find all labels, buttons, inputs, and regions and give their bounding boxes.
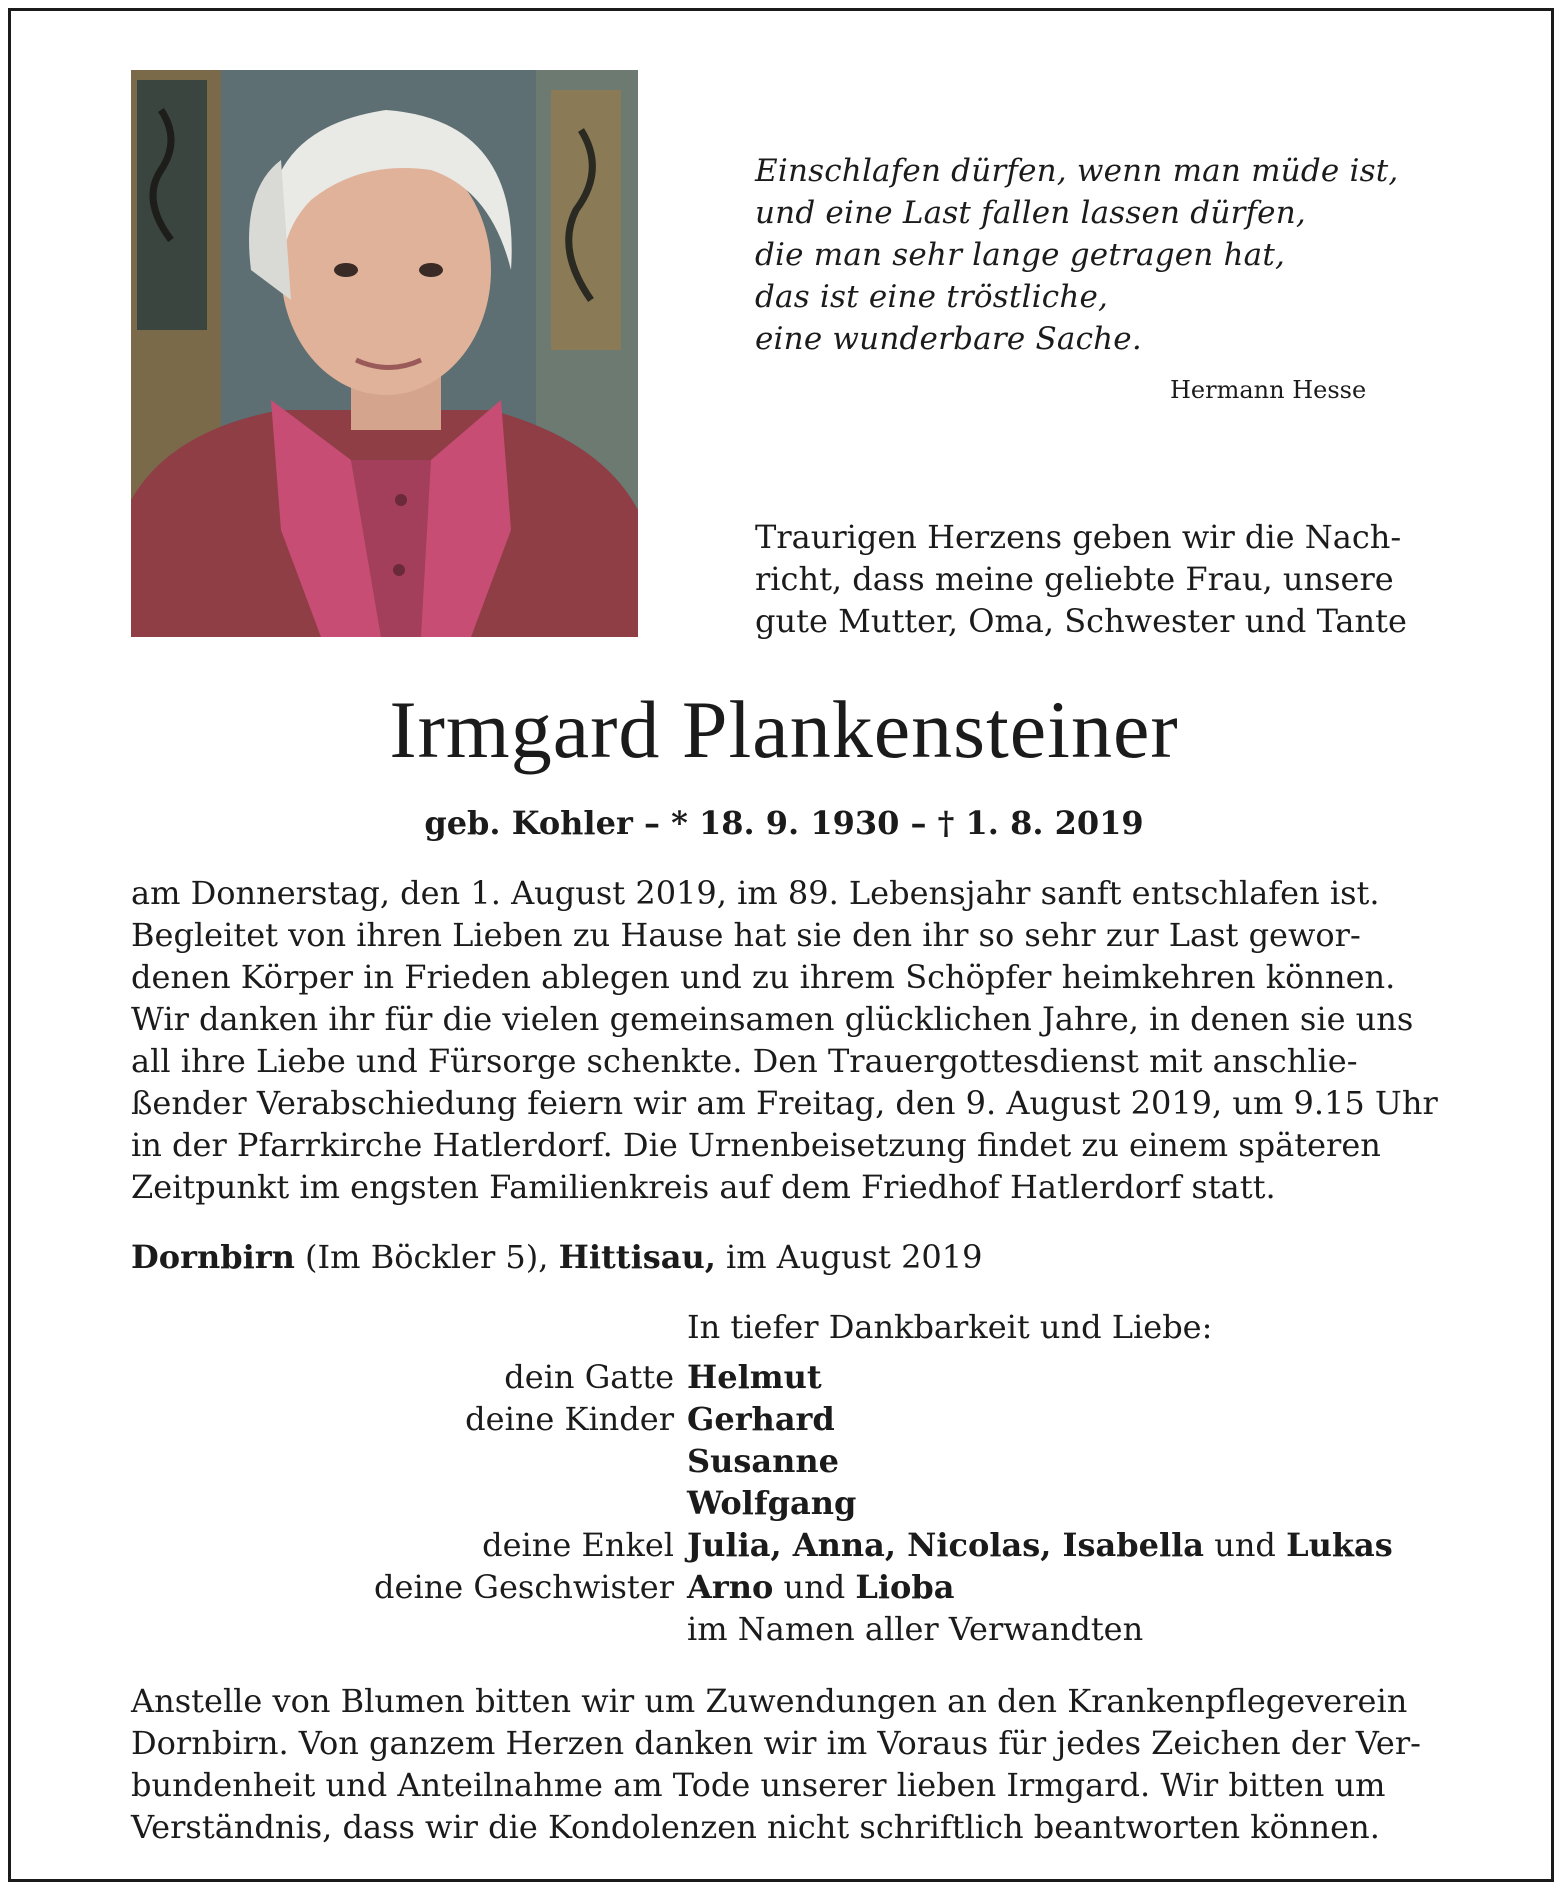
family-name: Wolfgang xyxy=(687,1484,857,1522)
relation-label: deine Kinder xyxy=(465,1400,674,1438)
body-line: Begleitet von ihren Lieben zu Hause hat sie den ihr so sehr zur Last gewor- xyxy=(131,916,1361,954)
body-line: Zeitpunkt im engsten Familienkreis auf dem Friedhof Hatlerdorf statt. xyxy=(131,1168,1276,1206)
body-paragraph xyxy=(131,872,1437,1208)
relation-names xyxy=(687,1484,856,1522)
body-line: ßender Verabschiedung feiern wir am Freitag, den 9. August 2019, um 9.15 Uhr xyxy=(131,1084,1438,1122)
relation-label: dein Gatte xyxy=(504,1358,674,1396)
quote-line: die man sehr lange getragen hat, xyxy=(755,237,1286,273)
intro-line: Traurigen Herzens geben wir die Nach- xyxy=(755,518,1402,556)
quote-line: und eine Last fallen lassen dürfen, xyxy=(755,195,1306,231)
body-line: denen Körper in Frieden ablegen und zu ihrem Schöpfer heimkehren können. xyxy=(131,958,1396,996)
family-name: Lukas xyxy=(1286,1526,1393,1564)
relation-names xyxy=(687,1400,835,1438)
relatives-note: im Namen aller Verwandten xyxy=(687,1610,1144,1648)
closing-line: Verständnis, dass wir die Kondolenzen nicht schriftlich beantworten können. xyxy=(131,1808,1380,1846)
family-name: Susanne xyxy=(687,1442,840,1480)
relation-names xyxy=(687,1358,822,1396)
family-name: Gerhard xyxy=(687,1400,835,1438)
relation-names xyxy=(687,1442,839,1480)
quote-author: Hermann Hesse xyxy=(1170,376,1367,404)
closing-paragraph xyxy=(131,1680,1437,1848)
life-dates: geb. Kohler – * 18. 9. 1930 – † 1. 8. 2019 xyxy=(424,804,1144,842)
place-city-2: Hittisau, xyxy=(558,1238,716,1276)
intro-text xyxy=(755,516,1407,642)
conjunction: und xyxy=(773,1568,856,1606)
place-address: (Im Böckler 5), xyxy=(294,1238,559,1276)
relation-names xyxy=(687,1526,1393,1564)
family-name: Arno xyxy=(687,1568,774,1606)
quote-line: eine wunderbare Sache. xyxy=(755,321,1142,357)
closing-line: bundenheit und Anteilnahme am Tode unserer lieben Irmgard. Wir bitten um xyxy=(131,1766,1386,1804)
body-line: Wir danken ihr für die vielen gemeinsamen glücklichen Jahre, in denen sie uns xyxy=(131,1000,1414,1038)
family-name: Lioba xyxy=(855,1568,955,1606)
relation-label: deine Enkel xyxy=(482,1526,674,1564)
intro-line: richt, dass meine geliebte Frau, unsere xyxy=(755,560,1394,598)
body-line: all ihre Liebe und Fürsorge schenkte. Den Trauergottesdienst mit anschlie- xyxy=(131,1042,1358,1080)
conjunction: und xyxy=(1204,1526,1287,1564)
relation-label: deine Geschwister xyxy=(374,1568,674,1606)
body-line: in der Pfarrkirche Hatlerdorf. Die Urnenbeisetzung findet zu einem späteren xyxy=(131,1126,1381,1164)
body-line: am Donnerstag, den 1. August 2019, im 89. Lebensjahr sanft entschlafen ist. xyxy=(131,874,1380,912)
closing-line: Dornbirn. Von ganzem Herzen danken wir im Voraus für jedes Zeichen der Ver- xyxy=(131,1724,1421,1762)
quote-block xyxy=(755,150,1398,360)
thanks-line: In tiefer Dankbarkeit und Liebe: xyxy=(687,1308,1213,1346)
place-month: im August 2019 xyxy=(715,1238,983,1276)
portrait-photo xyxy=(131,70,638,637)
deceased-name: Irmgard Plankensteiner xyxy=(389,684,1179,775)
place-date xyxy=(131,1238,983,1276)
quote-line: das ist eine tröstliche, xyxy=(755,279,1109,315)
family-name: Helmut xyxy=(687,1358,822,1396)
intro-line: gute Mutter, Oma, Schwester und Tante xyxy=(755,602,1407,640)
place-city-1: Dornbirn xyxy=(131,1238,295,1276)
relation-names xyxy=(687,1568,954,1606)
quote-line: Einschlafen dürfen, wenn man müde ist, xyxy=(755,153,1399,189)
closing-line: Anstelle von Blumen bitten wir um Zuwendungen an den Krankenpflegeverein xyxy=(131,1682,1408,1720)
family-name: Julia, Anna, Nicolas, Isabella xyxy=(687,1526,1205,1564)
